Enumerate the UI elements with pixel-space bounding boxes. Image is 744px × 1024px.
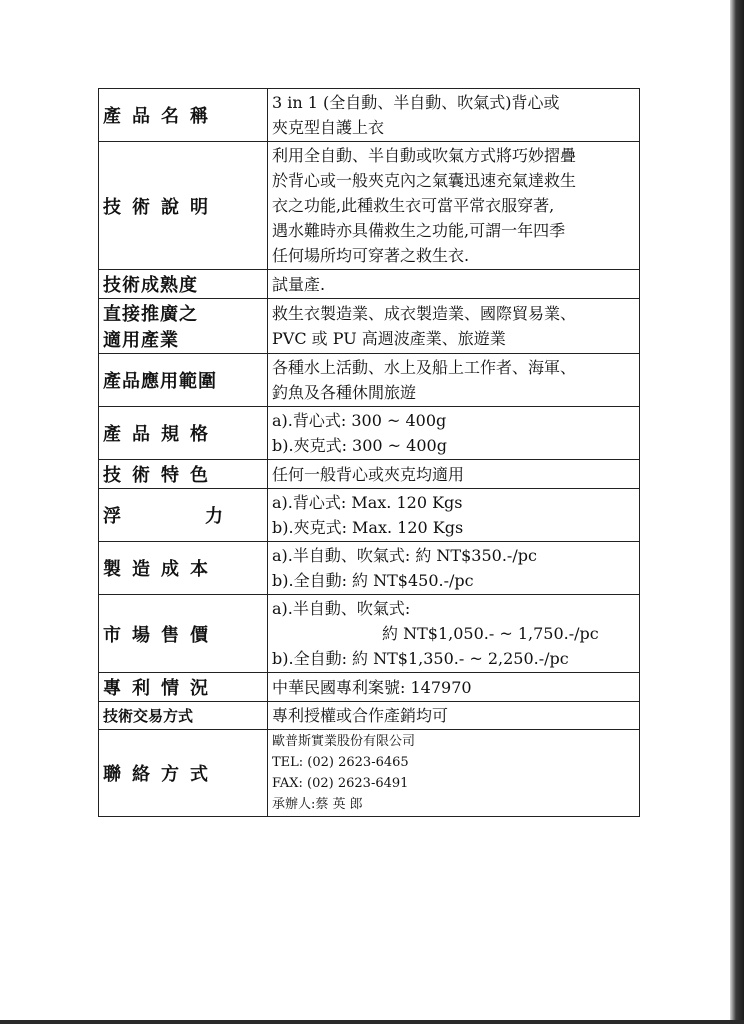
row-label: 市場售價 bbox=[99, 595, 268, 673]
table-row bbox=[99, 542, 640, 595]
value-line: 夾克型自護上衣 bbox=[272, 118, 385, 137]
row-value bbox=[268, 595, 640, 673]
value-line: b).全自動: 約 NT$1,350.- ~ 2,250.-/pc bbox=[272, 649, 569, 668]
table-row bbox=[99, 460, 640, 489]
row-label: 技術交易方式 bbox=[99, 702, 268, 730]
row-value bbox=[268, 489, 640, 542]
table-row bbox=[99, 489, 640, 542]
value-line: 專利授權或合作產銷均可 bbox=[272, 706, 449, 725]
table-row bbox=[99, 407, 640, 460]
value-line: b).夾克式: Max. 120 Kgs bbox=[272, 518, 464, 537]
row-value bbox=[268, 142, 640, 270]
row-value bbox=[268, 354, 640, 407]
value-line: 任何場所均可穿著之救生衣. bbox=[272, 246, 470, 265]
row-label: 專利情況 bbox=[99, 673, 268, 702]
table-row bbox=[99, 673, 640, 702]
row-label: 技術特色 bbox=[99, 460, 268, 489]
value-line: 釣魚及各種休閒旅遊 bbox=[272, 383, 417, 402]
value-line: b).夾克式: 300 ~ 400g bbox=[272, 436, 447, 455]
row-label: 製造成本 bbox=[99, 542, 268, 595]
row-label: 產品應用範圍 bbox=[99, 354, 268, 407]
row-value bbox=[268, 89, 640, 142]
scan-edge-right bbox=[730, 0, 744, 1024]
row-value bbox=[268, 730, 640, 817]
value-line: 於背心或一般夾克內之氣囊迅速充氣達救生 bbox=[272, 171, 577, 190]
value-line: b).全自動: 約 NT$450.-/pc bbox=[272, 571, 474, 590]
value-line: a).半自動、吹氣式: bbox=[272, 599, 411, 618]
value-line: 衣之功能,此種救生衣可當平常衣服穿著, bbox=[272, 196, 555, 215]
contact-person: 承辦人:蔡 英 郎 bbox=[272, 797, 363, 812]
value-line: 任何一般背心或夾克均適用 bbox=[272, 464, 465, 484]
value-line: 各種水上活動、水上及船上工作者、海軍、 bbox=[272, 358, 577, 377]
table-row bbox=[99, 702, 640, 730]
value-line: 利用全自動、半自動或吹氣方式將巧妙摺疊 bbox=[272, 146, 577, 165]
row-label bbox=[99, 299, 268, 354]
value-line: a).背心式: Max. 120 Kgs bbox=[272, 493, 463, 512]
row-value bbox=[268, 460, 640, 489]
value-line: 救生衣製造業、成衣製造業、國際貿易業、 bbox=[272, 304, 577, 323]
value-line: 3 in 1 (全自動、半自動、吹氣式)背心或 bbox=[272, 93, 560, 112]
value-line: 試量產. bbox=[272, 274, 326, 294]
value-line: 中華民國專利案號: 147970 bbox=[272, 677, 472, 697]
row-value bbox=[268, 270, 640, 299]
label-line: 適用產業 bbox=[103, 330, 179, 351]
product-spec-table bbox=[98, 88, 640, 817]
row-label: 技術說明 bbox=[99, 142, 268, 270]
table-row bbox=[99, 270, 640, 299]
label-char: 力 bbox=[205, 506, 223, 527]
row-label bbox=[99, 489, 268, 542]
scan-edge-bottom bbox=[0, 1020, 744, 1024]
row-value bbox=[268, 542, 640, 595]
table-row bbox=[99, 89, 640, 142]
row-label: 產品名稱 bbox=[99, 89, 268, 142]
value-line: a).半自動、吹氣式: 約 NT$350.-/pc bbox=[272, 546, 537, 565]
table-row bbox=[99, 299, 640, 354]
table-row bbox=[99, 142, 640, 270]
row-label: 聯絡方式 bbox=[99, 730, 268, 817]
table-row bbox=[99, 354, 640, 407]
company-name: 歐普斯實業股份有限公司 bbox=[272, 734, 416, 749]
row-value bbox=[268, 673, 640, 702]
table-row bbox=[99, 730, 640, 817]
row-label: 產品規格 bbox=[99, 407, 268, 460]
value-line: PVC 或 PU 高週波產業、旅遊業 bbox=[272, 329, 506, 348]
table-row bbox=[99, 595, 640, 673]
fax-number: FAX: (02) 2623-6491 bbox=[272, 776, 409, 791]
row-label: 技術成熟度 bbox=[99, 270, 268, 299]
label-line: 直接推廣之 bbox=[103, 304, 198, 325]
phone-number: TEL: (02) 2623-6465 bbox=[272, 755, 409, 770]
row-value bbox=[268, 407, 640, 460]
row-value bbox=[268, 702, 640, 730]
value-line: 約 NT$1,050.- ~ 1,750.-/pc bbox=[382, 624, 599, 643]
value-line: 遇水難時亦具備救生之功能,可謂一年四季 bbox=[272, 221, 566, 240]
row-value bbox=[268, 299, 640, 354]
value-line: a).背心式: 300 ~ 400g bbox=[272, 411, 447, 430]
label-char: 浮 bbox=[103, 506, 121, 527]
